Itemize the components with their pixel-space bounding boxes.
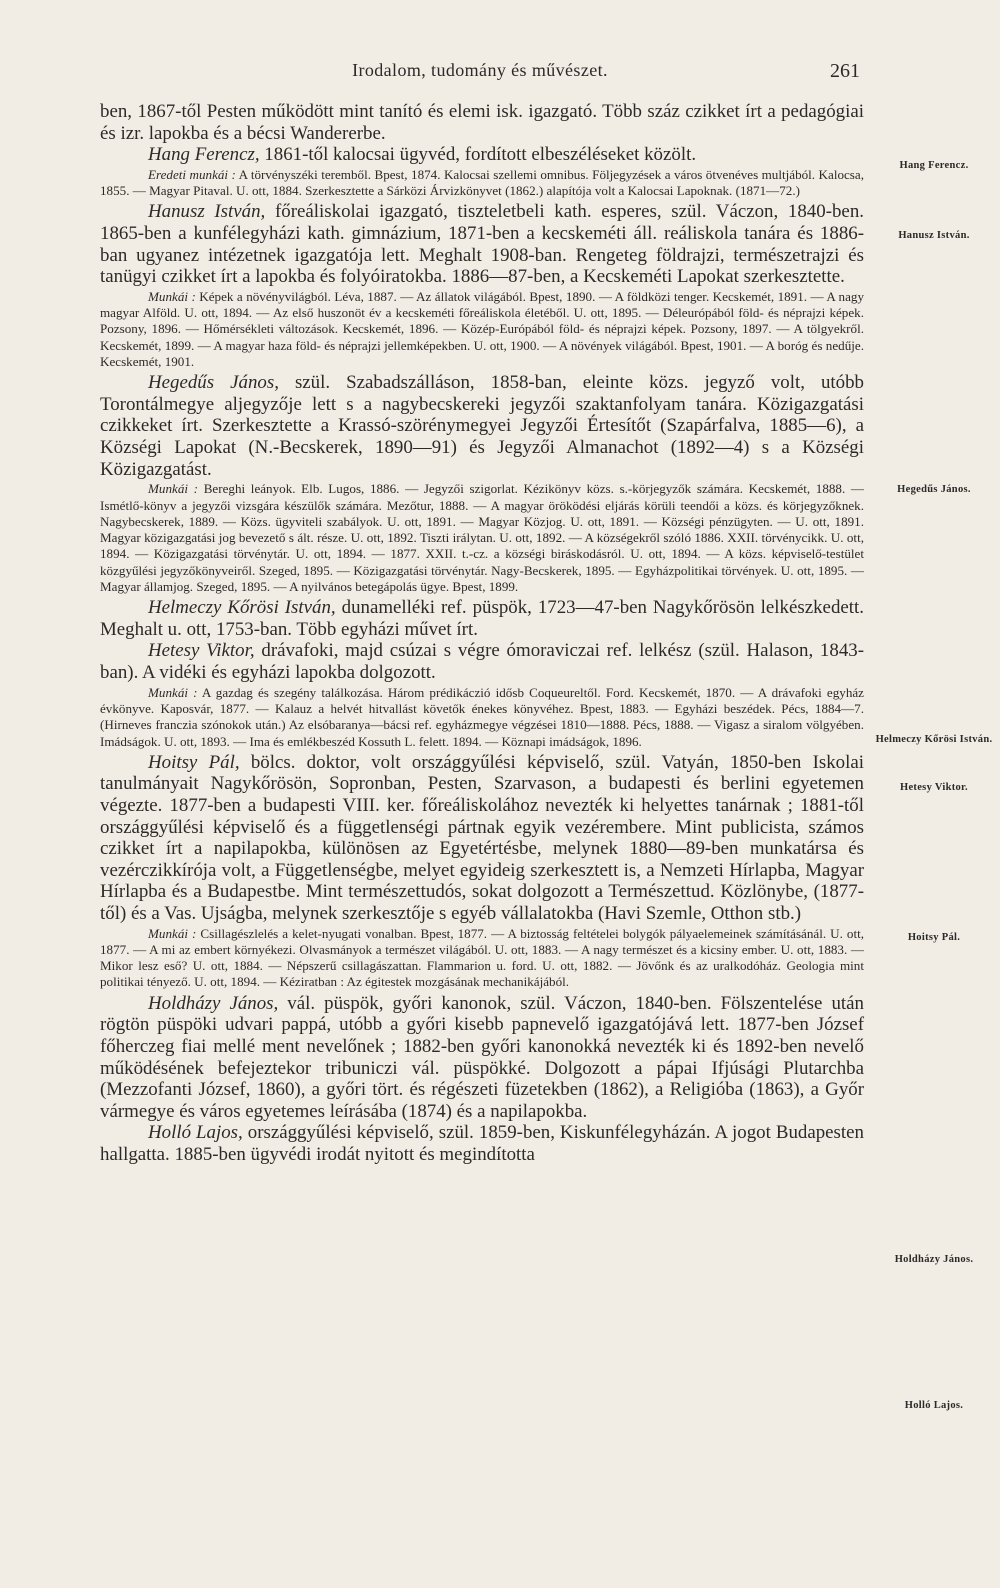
works-text: A törvényszéki teremből. Bpest, 1874. Kalocsai szellemi omnibus. Följegyzések a város ötvenéves multjából. Kalocsa, 1855. — Magyar Pitaval. U. ott, 1884. Szerkesztette a Sárközi Árvizkönyvet (1862.) alapítója volt a Kalocsai Lapoknak. (1871—72.) [100,166,864,199]
entry-hoitsy-pal [100,752,864,925]
page-content [100,101,864,1166]
entry-name: Holló Lajos, [148,1122,243,1144]
entry-hegedus-janos [100,372,864,480]
works-text: A gazdag és szegény találkozása. Három prédikáczió idősb Coqueureltől. Ford. Kecskemét, 1870. — A drávafoki egyház évkönyve. Kaposvár, 1877. — Kalauz a helvét hitvallást követők énekes könyvéhez. Bpest, 1883. — Egyházi beszédek. Pécs, 1884—7. (Hirneves franczia szónokok után.) Az elsóbaranya—bácsi ref. egyházmegye végzései 1810—1888. Pécs, 1888. — Vigasz a siralom völgyében. Imádságok. U. ott, 1893. — Ima és emlékbeszéd Kossuth L. felett. 1894. — Köznapi imádságok, 1896. [100,684,864,749]
entry-helmeczy-korosi-istvan [100,597,864,640]
entry-text: drávafoki, majd csúzai s végre ómoraviczai ref. lelkész (szül. Halason, 1843-ban). A vidéki és egyházi lapokba dolgozott. [100,640,864,684]
works-text: Képek a növényvilágból. Léva, 1887. — Az állatok világából. Bpest, 1890. — A földközi tenger. Kecskemét, 1891. — A nagy magyar Alföld. U. ott, 1894. — Az első huszonöt év a kecskeméti főreáliskola életéből. U. ott, 1895. — Déleurópából föld- és néprajzi képek. Pozsony, 1896. — Hőmérsékleti változások. Kecskemét, 1896. — Közép-Európából föld- és néprajzi képek. Pozsony, 1897. — A tölgyekről. Kecskemét, 1899. — A magyar haza föld- és néprajzi jellemképekben. U. ott, 1900. — A növények világából. Bpest, 1901. — A boróg és nedűje. Kecskemét, 1901. [100,288,864,369]
entry-text: szül. Szabadszálláson, 1858-ban, eleinte közs. jegyző volt, utóbb Torontálmegye aljegyzője lett s a nagybecskereki jegyzői szaktanfolyam tanára. Közigazgatási czikkeket írt. Szerkesztette a Krassó-szörénymegyei Jegyzői Értesítőt (Szapárfalva, 1885—6), a Községi Lapokat (N.-Becskerek, 1890—91) és Jegyzői Almanachot (1892—4) s a Községi Közigazgatást. [100,372,864,480]
entry-name: Hoitsy Pál, [148,751,240,773]
margin-note-helmeczy-korosi-istvan: Helmeczy Kőrösi István. [875,734,993,745]
works-label: Munkái : [148,684,198,700]
entry-text: dunamelléki ref. püspök, 1723—47-ben Nagykőrösön lelkészkedett. Meghalt u. ott, 1753-ban. Több egyházi művet írt. [100,597,864,640]
entry-holdhazy-janos [100,993,864,1123]
entry-name: Hang Ferencz, [148,144,260,166]
works-hetesy-viktor [100,685,864,750]
entry-name: Hetesy Viktor, [148,640,255,662]
margin-note-hang-ferencz: Hang Ferencz. [899,160,969,171]
works-hang-ferencz [100,167,864,200]
entry-name: Helmeczy Kőrösi István, [148,597,336,619]
works-text: Csillagészlelés a kelet-nyugati vonalban. Bpest, 1877. — A biztosság feltételei bolygók pályaelemeinek számításánál. U. ott, 1877. — A mi az embert környékezi. Olvasmányok a természet világából. U. ott, 1883. — A nagy természet és a kicsiny ember. U. ott, 1883. — Mikor lesz eső? U. ott, 1884. — Népszerű csillagászattan. Flammarion u. ford. U. ott, 1882. — Jövőnk és az uralkodóház. Geologia mint politikai tényező. U. ott, 1894. — Kéziratban : Az égitestek mozgásának mechanikájából. [100,925,864,990]
margin-note-holdhazy-janos: Holdházy János. [894,1254,974,1265]
entry-text: vál. püspök, győri kanonok, szül. Váczon, 1840-ben. Fölszentelése után rögtön püspöki udvari pappá, utóbb a győri kisebb papnevelő igazgatójává lett. 1877-ben József főherczeg fiai mellé ment nevelőnek ; 1882-ben győri kanonokká nevezték ki és 1892-ben nevelő működésének befejeztekor tribuniczi vál. püspökké. Dolgozott a pápai Ifjúsági Plutarchba (Mezzofanti József, 1860), a győri tört. és régészeti füzetekben (1862), a Religióba (1863), a Győr vármegye és város egyetemes leírásába (1874) és a napilapokba. [100,992,864,1122]
works-label: Munkái : [148,481,199,497]
entry-text: országgyűlési képviselő, szül. 1859-ben, Kiskunfélegyházán. A jogot Budapesten hallgatta. 1885-ben ügyvédi irodát nyitott és megindította [100,1122,864,1165]
entry-name: Hanusz István, [148,201,266,223]
works-label: Eredeti munkái : [148,166,236,182]
margin-note-hetesy-viktor: Hetesy Viktor. [900,782,968,793]
works-label: Munkái : [148,925,197,941]
entry-hetesy-viktor [100,640,864,683]
works-hoitsy-pal [100,926,864,991]
page-number: 261 [830,60,860,82]
margin-note-hanusz-istvan: Hanusz István. [898,230,970,241]
entry-hollo-lajos [100,1122,864,1165]
works-text: Bereghi leányok. Elb. Lugos, 1886. — Jegyzői szigorlat. Kézikönyv közs. s.-körjegyzők számára. Kecskemét, 1888. — Ismétlő-könyv a jegyzői vizsgára készülők számára. Mezőtur, 1888. — A magyar öröködési eljárás körüli teendői a közs. és körjegyzőknek. Nagybecskerek, 1889. — Közs. ügyviteli szabályok. U. ott, 1891. — Magyar Közjog. U. ott, 1891. — Községi pénzügyten. — U. ott, 1891. Magyar közigazgatási jog bevezető s ált. része. U. ott, 1892. Tiszti irálytan. U. ott, 1892. — A községekről szóló 1886. XXII. törvénycikk. U. ott, 1894. — Közigazgatási törvénytár. U. ott, 1894. — 1877. XXII. t.-cz. a községi biráskodásról. U. ott, 1894. — A közs. képviselő-testület közgyűlési jegyzőkönyveiről. Szeged, 1895. — Közigazgatási törvénytár. Nagy-Becskerek, 1895. — Egyházpolitikai törvények. U. ott, 1895. — Magyar államjog. Szeged, 1895. — A nyilvános betegápolás ügye. Bpest, 1899. [100,481,864,594]
works-hegedus-janos [100,481,864,595]
entry-text: főreáliskolai igazgató, tiszteletbeli kath. esperes, szül. Váczon, 1840-ben. 1865-ben a kunfélegyházi kath. gimnázium, 1871-ben a kecskeméti áll. reáliskola tanára és 1886-ban ugyanez intézetnek igazgatója lett. Meghalt 1908-ban. Rengeteg földrajzi, természetrajzi és tanügyi czikket írt a lapokba és folyóiratokba. 1886—87-ben, a Kecskeméti Lapokat szerkesztette. [100,201,864,288]
entry-name: Hegedűs János, [148,372,279,394]
entry-text: 1861-től kalocsai ügyvéd, fordított elbeszéléseket közölt. [259,144,697,166]
entry-text: bölcs. doktor, volt országgyűlési képviselő, szül. Vatyán, 1850-ben Iskolai tanulmányait Nagykőrösön, Sopronban, Pesten, Szarvason, a budapesti és berlini egyetemen végezte. 1877-ben a budapesti VIII. ker. főreáliskolához nevezték ki helyettes tanárnak ; 1881-től országgyűlési képviselő és a függetlenségi pártnak egyik vezérembere. Mint publicista, számos czikket írt a napilapokba, különösen az Egyetértésbe, melynek 1880—89-ben munkatársa és vezérczikkírója volt, a Függetlenségbe, melyet egyideig szerkesztett is, a Nemzeti Hírlapba, Magyar Hírlapba és a Budapestbe. Mint természettudós, sokat dolgozott a Természettud. Közlönybe, (1877-től) és a Vas. Ujságba, melynek szerkesztője s egyéb vállalatokba (Havi Szemle, Otthon stb.) [100,751,864,924]
margin-note-hegedus-janos: Hegedűs János. [897,484,971,495]
entry-name: Holdházy János, [148,992,279,1014]
margin-note-hoitsy-pal: Hoitsy Pál. [907,932,961,943]
works-label: Munkái : [148,288,196,304]
running-header: Irodalom, tudomány és művészet. [352,60,608,80]
entry-hanusz-istvan [100,201,864,287]
works-hanusz-istvan [100,289,864,370]
entry-hang-ferencz [100,144,864,166]
entry-continued-text: ben, 1867-től Pesten működött mint tanító és elemi isk. igazgató. Több száz czikket írt a pedagógiai és izr. lapokba és a bécsi Wandererbe. [100,101,864,144]
margin-note-hollo-lajos: Holló Lajos. [904,1400,964,1411]
